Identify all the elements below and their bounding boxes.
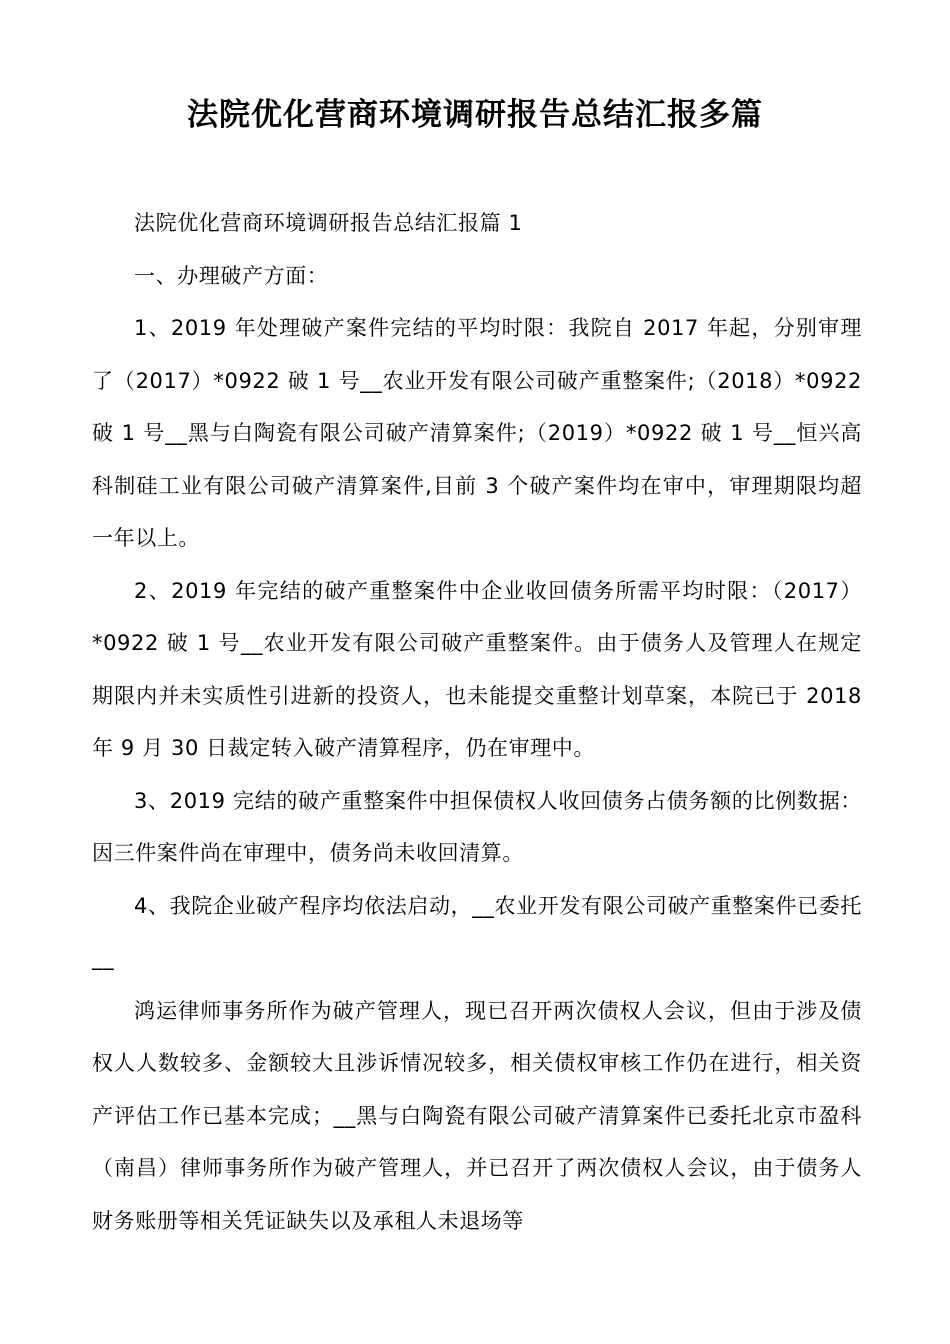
subheading-bankruptcy: 一、办理破产方面： bbox=[134, 263, 329, 288]
document-body bbox=[92, 197, 862, 1247]
paragraph-continuation: 鸿运律师事务所作为破产管理人，现已召开两次债权人会议，但由于涉及债权人人数较多、金额较大且涉诉情况较多，相关债权审核工作仍在进行，相关资产评估工作已基本完成；__黑与白陶瓷有限公司破产清算案件已委托北京市盈科（南昌）律师事务所作为破产管理人，并已召开了两次债权人会议，由于债务人财务账册等相关凭证缺失以及承租人未退场等 bbox=[92, 998, 862, 1233]
paragraph-item-1: 1、2019 年处理破产案件完结的平均时限：我院自 2017 年起，分别审理了（2017）*0922 破 1 号__农业开发有限公司破产重整案件;（2018）*0922 破 1 号__黑与白陶瓷有限公司破产清算案件;（2019）*0922 破 1 号__恒兴高科制硅工业有限公司破产清算案件,目前 3 个破产案件均在审中，审理期限均超一年以上。 bbox=[92, 316, 862, 550]
document-title: 法院优化营商环境调研报告总结汇报多篇 bbox=[187, 97, 763, 133]
section-heading-part-1: 法院优化营商环境调研报告总结汇报篇 1 bbox=[134, 211, 523, 235]
paragraph-item-3: 3、2019 完结的破产重整案件中担保债权人收回债务占债务额的比例数据：因三件案件尚在审理中，债务尚未收回清算。 bbox=[92, 788, 862, 865]
paragraph-item-4: 4、我院企业破产程序均依法启动，__农业开发有限公司破产重整案件已委托__ bbox=[92, 893, 862, 970]
paragraph-item-2: 2、2019 年完结的破产重整案件中企业收回债务所需平均时限：（2017）*0922 破 1 号__农业开发有限公司破产重整案件。由于债务人及管理人在规定期限内并未实质性引进新的投资人，也未能提交重整计划草案，本院已于 2018 年 9 月 30 日裁定转入破产清算程序，仍在审理中。 bbox=[92, 578, 862, 760]
